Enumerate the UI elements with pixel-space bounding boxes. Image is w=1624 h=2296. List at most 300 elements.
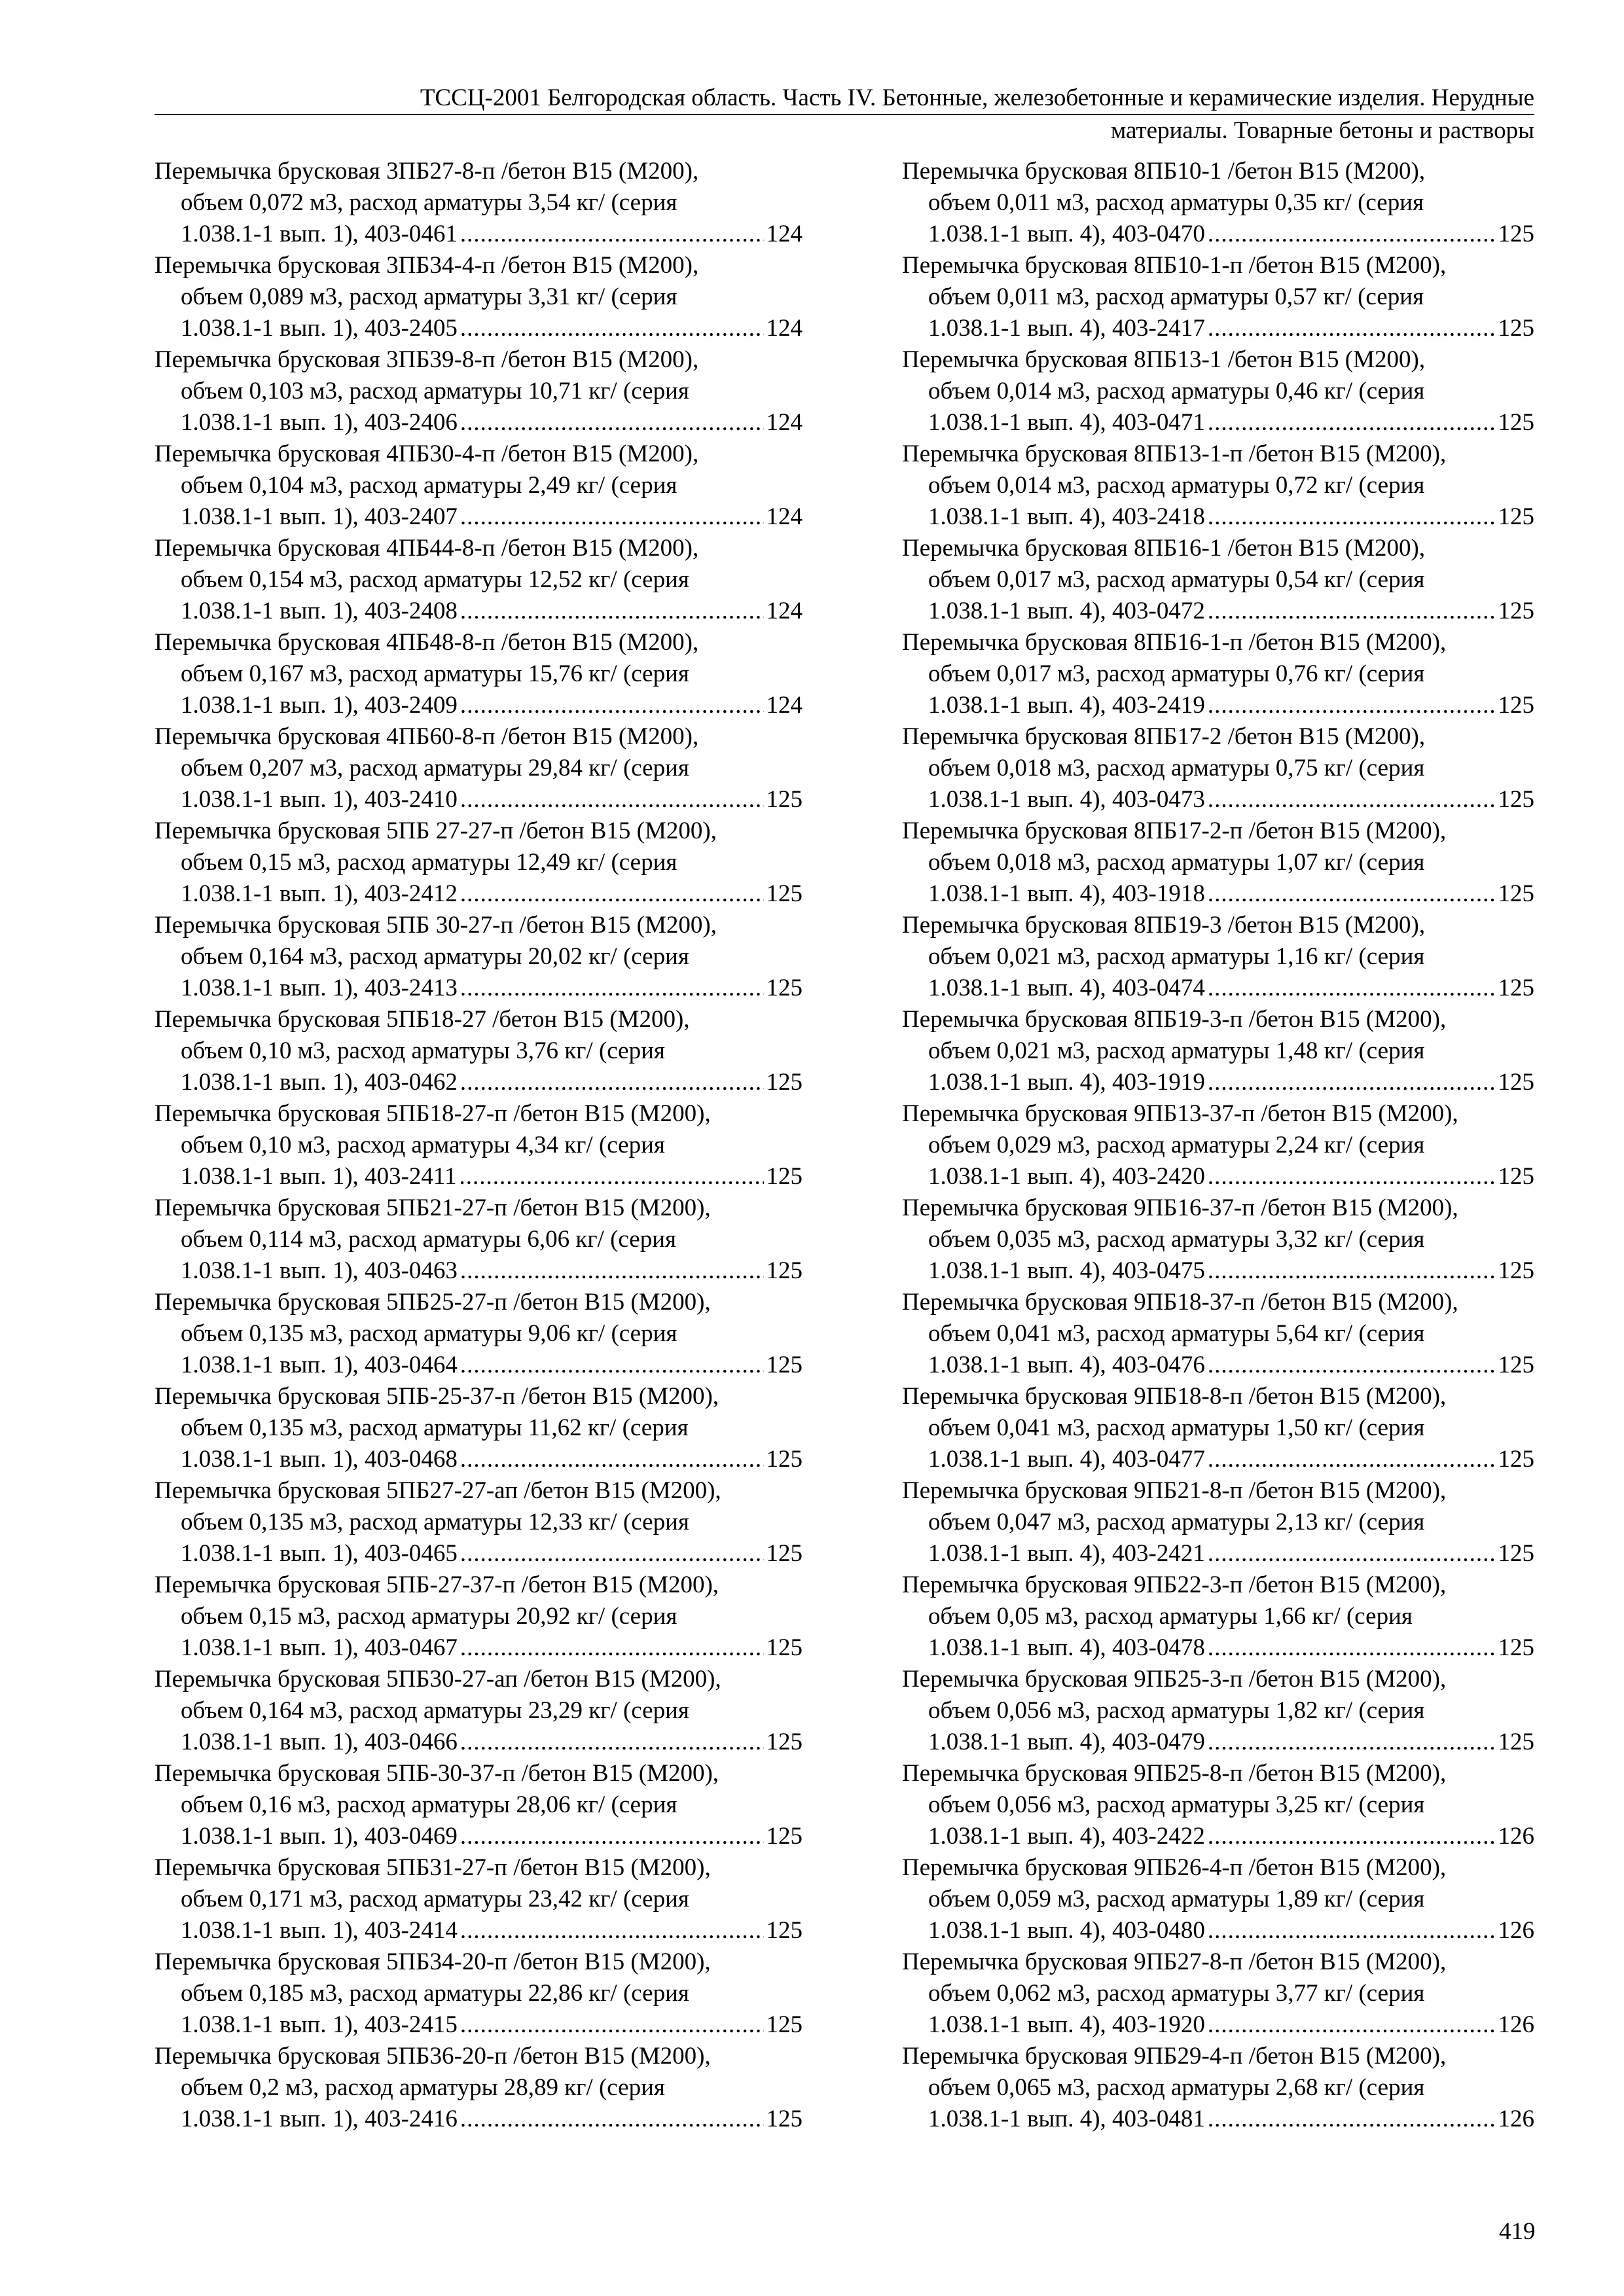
entry-title: Перемычка брусковая 9ПБ21-8-п /бетон B15 (М200),	[902, 1477, 1447, 1504]
entry-code: 1.038.1-1 вып. 4), 403-0481	[928, 2106, 1205, 2132]
index-entry	[154, 627, 803, 721]
dot-leader	[1208, 313, 1496, 344]
entry-code: 1.038.1-1 вып. 4), 403-2422	[928, 1823, 1205, 1850]
entry-code-line	[902, 1350, 1534, 1381]
entry-code-line	[154, 2104, 803, 2135]
entry-details: объем 0,072 м3, расход арматуры 3,54 кг/ (серия	[181, 189, 677, 216]
entry-title: Перемычка брусковая 5ПБ18-27 /бетон B15 (М200),	[154, 1006, 690, 1033]
entry-title: Перемычка брусковая 9ПБ26-4-п /бетон B15 (М200),	[902, 1854, 1447, 1881]
entry-code: 1.038.1-1 вып. 4), 403-2418	[928, 503, 1205, 530]
entry-code-line	[902, 1161, 1534, 1193]
entry-page-ref: 126	[1498, 1823, 1534, 1850]
entry-code: 1.038.1-1 вып. 1), 403-2414	[181, 1917, 458, 1944]
entry-title: Перемычка брусковая 4ПБ60-8-п /бетон B15 (М200),	[154, 723, 699, 750]
entry-page-ref: 126	[1498, 2106, 1534, 2132]
dot-leader	[460, 313, 764, 344]
index-entry	[902, 1475, 1534, 1570]
entry-title: Перемычка брусковая 5ПБ18-27-п /бетон B15 (М200),	[154, 1100, 711, 1127]
dot-leader	[460, 1727, 764, 1758]
dot-leader	[460, 1255, 764, 1287]
index-entry	[154, 1570, 803, 1664]
index-entry	[902, 533, 1534, 627]
entry-code-line	[902, 219, 1534, 250]
entry-details: объем 0,154 м3, расход арматуры 12,52 кг/ (серия	[181, 566, 689, 593]
entry-title: Перемычка брусковая 5ПБ-27-37-п /бетон B15 (М200),	[154, 1571, 719, 1598]
entry-code: 1.038.1-1 вып. 1), 403-0463	[181, 1257, 458, 1284]
dot-leader	[1208, 1821, 1496, 1852]
entry-code-line	[902, 596, 1534, 627]
entry-page-ref: 125	[1498, 1352, 1534, 1378]
entry-page-ref: 125	[766, 1446, 803, 1473]
entry-code-line	[154, 1161, 803, 1193]
entry-code: 1.038.1-1 вып. 1), 403-0469	[181, 1823, 458, 1850]
entry-details: объем 0,014 м3, расход арматуры 0,72 кг/ (серия	[928, 472, 1425, 499]
dot-leader	[460, 501, 764, 533]
entry-code: 1.038.1-1 вып. 4), 403-2417	[928, 315, 1205, 342]
dot-leader	[1208, 1632, 1496, 1664]
dot-leader	[460, 2104, 764, 2135]
index-entry	[902, 2041, 1534, 2135]
entry-title: Перемычка брусковая 3ПБ39-8-п /бетон B15 (М200),	[154, 346, 699, 373]
entry-title: Перемычка брусковая 8ПБ16-1-п /бетон B15 (М200),	[902, 629, 1447, 656]
index-column-left	[154, 156, 803, 2135]
entry-title: Перемычка брусковая 8ПБ17-2 /бетон B15 (М200),	[902, 723, 1426, 750]
entry-details: объем 0,103 м3, расход арматуры 10,71 кг/ (серия	[181, 378, 689, 404]
entry-details: объем 0,021 м3, расход арматуры 1,16 кг/ (серия	[928, 943, 1425, 970]
entry-details: объем 0,062 м3, расход арматуры 3,77 кг/ (серия	[928, 1980, 1425, 2007]
entry-details: объем 0,135 м3, расход арматуры 12,33 кг/ (серия	[181, 1509, 689, 1535]
index-entry	[902, 1946, 1534, 2041]
entry-title: Перемычка брусковая 9ПБ25-3-п /бетон B15 (М200),	[902, 1666, 1447, 1693]
entry-details: объем 0,017 м3, расход арматуры 0,76 кг/ (серия	[928, 660, 1425, 687]
entry-page-ref: 125	[1498, 1729, 1534, 1755]
entry-details: объем 0,2 м3, расход арматуры 28,89 кг/ (серия	[181, 2074, 665, 2101]
entry-details: объем 0,035 м3, расход арматуры 3,32 кг/ (серия	[928, 1226, 1425, 1253]
entry-code: 1.038.1-1 вып. 4), 403-0470	[928, 221, 1205, 247]
index-column-right	[902, 156, 1534, 2135]
entry-code-line	[154, 1727, 803, 1758]
entry-code: 1.038.1-1 вып. 4), 403-0477	[928, 1446, 1205, 1473]
entry-details: объем 0,011 м3, расход арматуры 0,35 кг/ (серия	[928, 189, 1424, 216]
index-entry	[154, 1852, 803, 1946]
entry-details: объем 0,056 м3, расход арматуры 1,82 кг/ (серия	[928, 1697, 1425, 1724]
entry-title: Перемычка брусковая 5ПБ30-27-ап /бетон B15 (М200),	[154, 1666, 721, 1693]
header-title-line-2: материалы. Товарные бетоны и растворы	[1110, 117, 1534, 144]
index-entry	[154, 910, 803, 1004]
entry-page-ref: 125	[1498, 1634, 1534, 1661]
index-entry	[154, 250, 803, 344]
entry-title: Перемычка брусковая 8ПБ13-1 /бетон B15 (М200),	[902, 346, 1426, 373]
entry-title: Перемычка брусковая 8ПБ19-3-п /бетон B15 (М200),	[902, 1006, 1447, 1033]
entry-details: объем 0,135 м3, расход арматуры 9,06 кг/ (серия	[181, 1320, 677, 1347]
entry-page-ref: 125	[1498, 1163, 1534, 1190]
entry-page-ref: 125	[766, 1823, 803, 1850]
dot-leader	[1208, 1727, 1496, 1758]
entry-code: 1.038.1-1 вып. 4), 403-0473	[928, 786, 1205, 813]
entry-details: объем 0,10 м3, расход арматуры 4,34 кг/ (серия	[181, 1132, 665, 1158]
entry-page-ref: 125	[766, 786, 803, 813]
dot-leader	[460, 878, 764, 910]
entry-page-ref: 125	[1498, 1257, 1534, 1284]
entry-details: объем 0,041 м3, расход арматуры 5,64 кг/ (серия	[928, 1320, 1425, 1347]
entry-details: объем 0,16 м3, расход арматуры 28,06 кг/ (серия	[181, 1791, 677, 1818]
index-entry	[154, 721, 803, 816]
entry-page-ref: 125	[1498, 786, 1534, 813]
entry-code: 1.038.1-1 вып. 4), 403-2421	[928, 1540, 1205, 1567]
running-header	[154, 84, 1534, 145]
entry-code-line	[902, 1067, 1534, 1098]
entry-code-line	[154, 690, 803, 721]
entry-code: 1.038.1-1 вып. 1), 403-2406	[181, 409, 458, 436]
dot-leader	[460, 407, 764, 439]
entry-details: объем 0,018 м3, расход арматуры 1,07 кг/ (серия	[928, 849, 1425, 876]
entry-details: объем 0,021 м3, расход арматуры 1,48 кг/ (серия	[928, 1037, 1425, 1064]
entry-title: Перемычка брусковая 8ПБ10-1 /бетон B15 (М200),	[902, 158, 1426, 185]
entry-page-ref: 125	[1498, 1540, 1534, 1567]
entry-code-line	[902, 1915, 1534, 1946]
entry-code: 1.038.1-1 вып. 4), 403-1918	[928, 880, 1205, 907]
page-number: 419	[1499, 2218, 1536, 2245]
entry-title: Перемычка брусковая 9ПБ18-8-п /бетон B15 (М200),	[902, 1383, 1447, 1410]
entry-title: Перемычка брусковая 9ПБ13-37-п /бетон B15 (М200),	[902, 1100, 1458, 1127]
index-entry	[902, 627, 1534, 721]
entry-details: объем 0,207 м3, расход арматуры 29,84 кг/ (серия	[181, 755, 689, 781]
entry-code: 1.038.1-1 вып. 1), 403-2416	[181, 2106, 458, 2132]
entry-title: Перемычка брусковая 5ПБ25-27-п /бетон B15 (М200),	[154, 1289, 711, 1316]
entry-details: объем 0,041 м3, расход арматуры 1,50 кг/ (серия	[928, 1414, 1425, 1441]
entry-title: Перемычка брусковая 4ПБ48-8-п /бетон B15 (М200),	[154, 629, 699, 656]
dot-leader	[1208, 1915, 1496, 1946]
entry-title: Перемычка брусковая 5ПБ 30-27-п /бетон B15 (М200),	[154, 912, 717, 939]
entry-details: объем 0,164 м3, расход арматуры 20,02 кг/ (серия	[181, 943, 689, 970]
entry-page-ref: 124	[766, 598, 803, 624]
entry-page-ref: 125	[1498, 692, 1534, 719]
entry-page-ref: 125	[766, 1257, 803, 1284]
entry-code-line	[902, 407, 1534, 439]
entry-code-line	[902, 784, 1534, 816]
entry-page-ref: 125	[766, 880, 803, 907]
index-entry	[902, 156, 1534, 250]
entry-code-line	[902, 2009, 1534, 2041]
dot-leader	[1208, 407, 1496, 439]
index-entry	[902, 1381, 1534, 1475]
dot-leader	[1208, 219, 1496, 250]
entry-page-ref: 125	[1498, 221, 1534, 247]
dot-leader	[460, 1632, 764, 1664]
entry-details: объем 0,164 м3, расход арматуры 23,29 кг/ (серия	[181, 1697, 689, 1724]
entry-code-line	[154, 1821, 803, 1852]
dot-leader	[460, 596, 764, 627]
entry-details: объем 0,089 м3, расход арматуры 3,31 кг/ (серия	[181, 283, 677, 310]
entry-page-ref: 125	[1498, 880, 1534, 907]
entry-code: 1.038.1-1 вып. 1), 403-2413	[181, 975, 458, 1001]
entry-details: объем 0,185 м3, расход арматуры 22,86 кг/ (серия	[181, 1980, 689, 2007]
entry-page-ref: 124	[766, 315, 803, 342]
entry-details: объем 0,171 м3, расход арматуры 23,42 кг/ (серия	[181, 1886, 689, 1912]
entry-page-ref: 125	[1498, 315, 1534, 342]
entry-page-ref: 125	[1498, 1446, 1534, 1473]
entry-title: Перемычка брусковая 9ПБ27-8-п /бетон B15 (М200),	[902, 1948, 1447, 1975]
entry-details: объем 0,167 м3, расход арматуры 15,76 кг/ (серия	[181, 660, 689, 687]
index-entry	[154, 1193, 803, 1287]
index-entry	[154, 1004, 803, 1098]
entry-code: 1.038.1-1 вып. 1), 403-0467	[181, 1634, 458, 1661]
entry-details: объем 0,059 м3, расход арматуры 1,89 кг/ (серия	[928, 1886, 1425, 1912]
entry-code: 1.038.1-1 вып. 1), 403-2415	[181, 2011, 458, 2038]
entry-title: Перемычка брусковая 9ПБ22-3-п /бетон B15 (М200),	[902, 1571, 1447, 1598]
entry-code-line	[902, 2104, 1534, 2135]
index-entry	[154, 344, 803, 439]
entry-page-ref: 125	[766, 1917, 803, 1944]
dot-leader	[459, 1161, 763, 1193]
entry-page-ref: 125	[766, 2106, 803, 2132]
entry-code: 1.038.1-1 вып. 1), 403-2408	[181, 598, 458, 624]
entry-page-ref: 125	[766, 1634, 803, 1661]
entry-code: 1.038.1-1 вып. 4), 403-0475	[928, 1257, 1205, 1284]
entry-code-line	[902, 973, 1534, 1004]
entry-code-line	[154, 2009, 803, 2041]
entry-code-line	[902, 501, 1534, 533]
entry-code: 1.038.1-1 вып. 4), 403-2420	[928, 1163, 1205, 1190]
entry-code-line	[902, 1444, 1534, 1475]
header-title-line-1: ТССЦ-2001 Белгородская область. Часть IV. Бетонные, железобетонные и керамические изделия. Нерудные	[154, 84, 1534, 115]
entry-details: объем 0,029 м3, расход арматуры 2,24 кг/ (серия	[928, 1132, 1425, 1158]
dot-leader	[460, 973, 764, 1004]
entry-code-line	[902, 878, 1534, 910]
entry-code-line	[154, 784, 803, 816]
index-entry	[902, 721, 1534, 816]
entry-code: 1.038.1-1 вып. 1), 403-2409	[181, 692, 458, 719]
entry-title: Перемычка брусковая 9ПБ18-37-п /бетон B15 (М200),	[902, 1289, 1458, 1316]
entry-code: 1.038.1-1 вып. 1), 403-2411	[181, 1163, 457, 1190]
index-entry	[154, 439, 803, 533]
index-entry	[902, 1098, 1534, 1193]
entry-title: Перемычка брусковая 8ПБ17-2-п /бетон B15 (М200),	[902, 817, 1447, 844]
dot-leader	[460, 690, 764, 721]
index-entry	[154, 1287, 803, 1381]
index-entry	[154, 533, 803, 627]
entry-page-ref: 125	[766, 1729, 803, 1755]
entry-code: 1.038.1-1 вып. 4), 403-1920	[928, 2011, 1205, 2038]
index-entry	[902, 816, 1534, 910]
entry-page-ref: 125	[766, 1069, 803, 1096]
index-entry	[902, 250, 1534, 344]
entry-details: объем 0,017 м3, расход арматуры 0,54 кг/ (серия	[928, 566, 1425, 593]
entry-code-line	[902, 1821, 1534, 1852]
entry-title: Перемычка брусковая 8ПБ10-1-п /бетон B15 (М200),	[902, 252, 1447, 279]
entry-code-line	[154, 1067, 803, 1098]
entry-page-ref: 124	[766, 409, 803, 436]
index-entry	[902, 1287, 1534, 1381]
index-entry	[902, 344, 1534, 439]
entry-details: объем 0,056 м3, расход арматуры 3,25 кг/ (серия	[928, 1791, 1425, 1818]
entry-code: 1.038.1-1 вып. 4), 403-0474	[928, 975, 1205, 1001]
entry-title: Перемычка брусковая 5ПБ27-27-ап /бетон B15 (М200),	[154, 1477, 721, 1504]
entry-code: 1.038.1-1 вып. 4), 403-1919	[928, 1069, 1205, 1096]
entry-details: объем 0,05 м3, расход арматуры 1,66 кг/ (серия	[928, 1603, 1413, 1630]
entry-code-line	[902, 1255, 1534, 1287]
entry-title: Перемычка брусковая 5ПБ31-27-п /бетон B15 (М200),	[154, 1854, 711, 1881]
entry-code-line	[902, 690, 1534, 721]
entry-title: Перемычка брусковая 4ПБ30-4-п /бетон B15 (М200),	[154, 440, 699, 467]
dot-leader	[460, 784, 764, 816]
entry-code-line	[154, 596, 803, 627]
entry-code-line	[154, 973, 803, 1004]
index-entry	[902, 1004, 1534, 1098]
dot-leader	[1208, 878, 1496, 910]
entry-title: Перемычка брусковая 5ПБ-25-37-п /бетон B15 (М200),	[154, 1383, 719, 1410]
entry-details: объем 0,011 м3, расход арматуры 0,57 кг/ (серия	[928, 283, 1424, 310]
entry-page-ref: 125	[766, 1163, 803, 1190]
dot-leader	[1208, 2009, 1496, 2041]
entry-code: 1.038.1-1 вып. 1), 403-0462	[181, 1069, 458, 1096]
entry-title: Перемычка брусковая 5ПБ36-20-п /бетон B15 (М200),	[154, 2043, 711, 2070]
entry-code: 1.038.1-1 вып. 4), 403-0480	[928, 1917, 1205, 1944]
entry-code-line	[154, 1255, 803, 1287]
index-entry	[902, 1193, 1534, 1287]
entry-page-ref: 125	[766, 2011, 803, 2038]
index-entry	[902, 1758, 1534, 1852]
dot-leader	[1208, 784, 1496, 816]
entry-title: Перемычка брусковая 5ПБ-30-37-п /бетон B15 (М200),	[154, 1760, 719, 1787]
index-entry	[902, 439, 1534, 533]
entry-details: объем 0,018 м3, расход арматуры 0,75 кг/ (серия	[928, 755, 1425, 781]
entry-code-line	[154, 1538, 803, 1570]
dot-leader	[460, 1821, 764, 1852]
entry-page-ref: 125	[1498, 975, 1534, 1001]
entry-code-line	[154, 1632, 803, 1664]
dot-leader	[460, 1067, 764, 1098]
entry-page-ref: 125	[766, 1352, 803, 1378]
entry-code-line	[154, 219, 803, 250]
entry-code-line	[154, 1350, 803, 1381]
index-entry	[902, 1852, 1534, 1946]
entry-details: объем 0,15 м3, расход арматуры 12,49 кг/ (серия	[181, 849, 677, 876]
entry-code-line	[902, 1727, 1534, 1758]
dot-leader	[460, 1444, 764, 1475]
entry-code: 1.038.1-1 вып. 1), 403-2407	[181, 503, 458, 530]
entry-code: 1.038.1-1 вып. 1), 403-2410	[181, 786, 458, 813]
entry-code: 1.038.1-1 вып. 1), 403-0461	[181, 221, 458, 247]
dot-leader	[460, 1538, 764, 1570]
dot-leader	[1208, 1444, 1496, 1475]
index-entry	[902, 1570, 1534, 1664]
entry-details: объем 0,10 м3, расход арматуры 3,76 кг/ (серия	[181, 1037, 665, 1064]
entry-title: Перемычка брусковая 8ПБ13-1-п /бетон B15 (М200),	[902, 440, 1447, 467]
entry-title: Перемычка брусковая 9ПБ16-37-п /бетон B15 (М200),	[902, 1194, 1458, 1221]
entry-title: Перемычка брусковая 5ПБ21-27-п /бетон B15 (М200),	[154, 1194, 711, 1221]
entry-code-line	[902, 1632, 1534, 1664]
entry-code: 1.038.1-1 вып. 4), 403-0472	[928, 598, 1205, 624]
entry-details: объем 0,135 м3, расход арматуры 11,62 кг/ (серия	[181, 1414, 689, 1441]
index-entry	[154, 1381, 803, 1475]
entry-page-ref: 124	[766, 692, 803, 719]
entry-title: Перемычка брусковая 9ПБ25-8-п /бетон B15 (М200),	[902, 1760, 1447, 1787]
dot-leader	[1208, 596, 1496, 627]
entry-code: 1.038.1-1 вып. 1), 403-2405	[181, 315, 458, 342]
entry-details: объем 0,104 м3, расход арматуры 2,49 кг/ (серия	[181, 472, 677, 499]
entry-code-line	[902, 1538, 1534, 1570]
entry-code-line	[154, 407, 803, 439]
index-entry	[154, 1475, 803, 1570]
entry-title: Перемычка брусковая 3ПБ34-4-п /бетон B15 (М200),	[154, 252, 699, 279]
index-entry	[154, 1758, 803, 1852]
entry-details: объем 0,114 м3, расход арматуры 6,06 кг/ (серия	[181, 1226, 677, 1253]
entry-details: объем 0,014 м3, расход арматуры 0,46 кг/ (серия	[928, 378, 1425, 404]
entry-title: Перемычка брусковая 5ПБ34-20-п /бетон B15 (М200),	[154, 1948, 711, 1975]
entry-code: 1.038.1-1 вып. 4), 403-0479	[928, 1729, 1205, 1755]
entry-page-ref: 125	[766, 975, 803, 1001]
index-entry	[154, 1664, 803, 1758]
entry-page-ref: 125	[1498, 409, 1534, 436]
dot-leader	[1208, 1538, 1496, 1570]
entry-code-line	[154, 1915, 803, 1946]
entry-code: 1.038.1-1 вып. 1), 403-0466	[181, 1729, 458, 1755]
entry-page-ref: 124	[766, 221, 803, 247]
index-entry	[154, 1946, 803, 2041]
entry-page-ref: 125	[766, 1540, 803, 1567]
dot-leader	[1208, 973, 1496, 1004]
entry-code: 1.038.1-1 вып. 4), 403-2419	[928, 692, 1205, 719]
entry-code: 1.038.1-1 вып. 1), 403-0465	[181, 1540, 458, 1567]
dot-leader	[460, 1350, 764, 1381]
dot-leader	[1208, 2104, 1496, 2135]
dot-leader	[1208, 1350, 1496, 1381]
index-entry	[154, 1098, 803, 1193]
dot-leader	[460, 219, 764, 250]
entry-page-ref: 125	[1498, 503, 1534, 530]
entry-title: Перемычка брусковая 5ПБ 27-27-п /бетон B15 (М200),	[154, 817, 717, 844]
dot-leader	[1208, 501, 1496, 533]
entry-code: 1.038.1-1 вып. 4), 403-0476	[928, 1352, 1205, 1378]
index-entry	[902, 910, 1534, 1004]
index-entry	[154, 2041, 803, 2135]
entry-code-line	[154, 1444, 803, 1475]
entry-title: Перемычка брусковая 8ПБ16-1 /бетон B15 (М200),	[902, 535, 1426, 562]
entry-code-line	[154, 501, 803, 533]
entry-page-ref: 124	[766, 503, 803, 530]
index-entry	[154, 816, 803, 910]
entry-code-line	[154, 313, 803, 344]
entry-code: 1.038.1-1 вып. 1), 403-0468	[181, 1446, 458, 1473]
entry-code: 1.038.1-1 вып. 4), 403-0471	[928, 409, 1205, 436]
dot-leader	[1208, 1067, 1496, 1098]
entry-title: Перемычка брусковая 3ПБ27-8-п /бетон B15 (М200),	[154, 158, 699, 185]
dot-leader	[1208, 1255, 1496, 1287]
entry-page-ref: 125	[1498, 1069, 1534, 1096]
entry-code: 1.038.1-1 вып. 1), 403-0464	[181, 1352, 458, 1378]
dot-leader	[460, 1915, 764, 1946]
entry-details: объем 0,15 м3, расход арматуры 20,92 кг/ (серия	[181, 1603, 677, 1630]
entry-page-ref: 126	[1498, 2011, 1534, 2038]
entry-code: 1.038.1-1 вып. 1), 403-2412	[181, 880, 458, 907]
entry-code-line	[902, 313, 1534, 344]
entry-code: 1.038.1-1 вып. 4), 403-0478	[928, 1634, 1205, 1661]
index-entry	[902, 1664, 1534, 1758]
entry-page-ref: 125	[1498, 598, 1534, 624]
dot-leader	[1208, 1161, 1496, 1193]
entry-details: объем 0,065 м3, расход арматуры 2,68 кг/ (серия	[928, 2074, 1425, 2101]
entry-title: Перемычка брусковая 8ПБ19-3 /бетон B15 (М200),	[902, 912, 1426, 939]
entry-title: Перемычка брусковая 4ПБ44-8-п /бетон B15 (М200),	[154, 535, 699, 562]
index-entry	[154, 156, 803, 250]
entry-page-ref: 126	[1498, 1917, 1534, 1944]
entry-title: Перемычка брусковая 9ПБ29-4-п /бетон B15 (М200),	[902, 2043, 1447, 2070]
entry-details: объем 0,047 м3, расход арматуры 2,13 кг/ (серия	[928, 1509, 1425, 1535]
dot-leader	[460, 2009, 764, 2041]
dot-leader	[1208, 690, 1496, 721]
entry-code-line	[154, 878, 803, 910]
